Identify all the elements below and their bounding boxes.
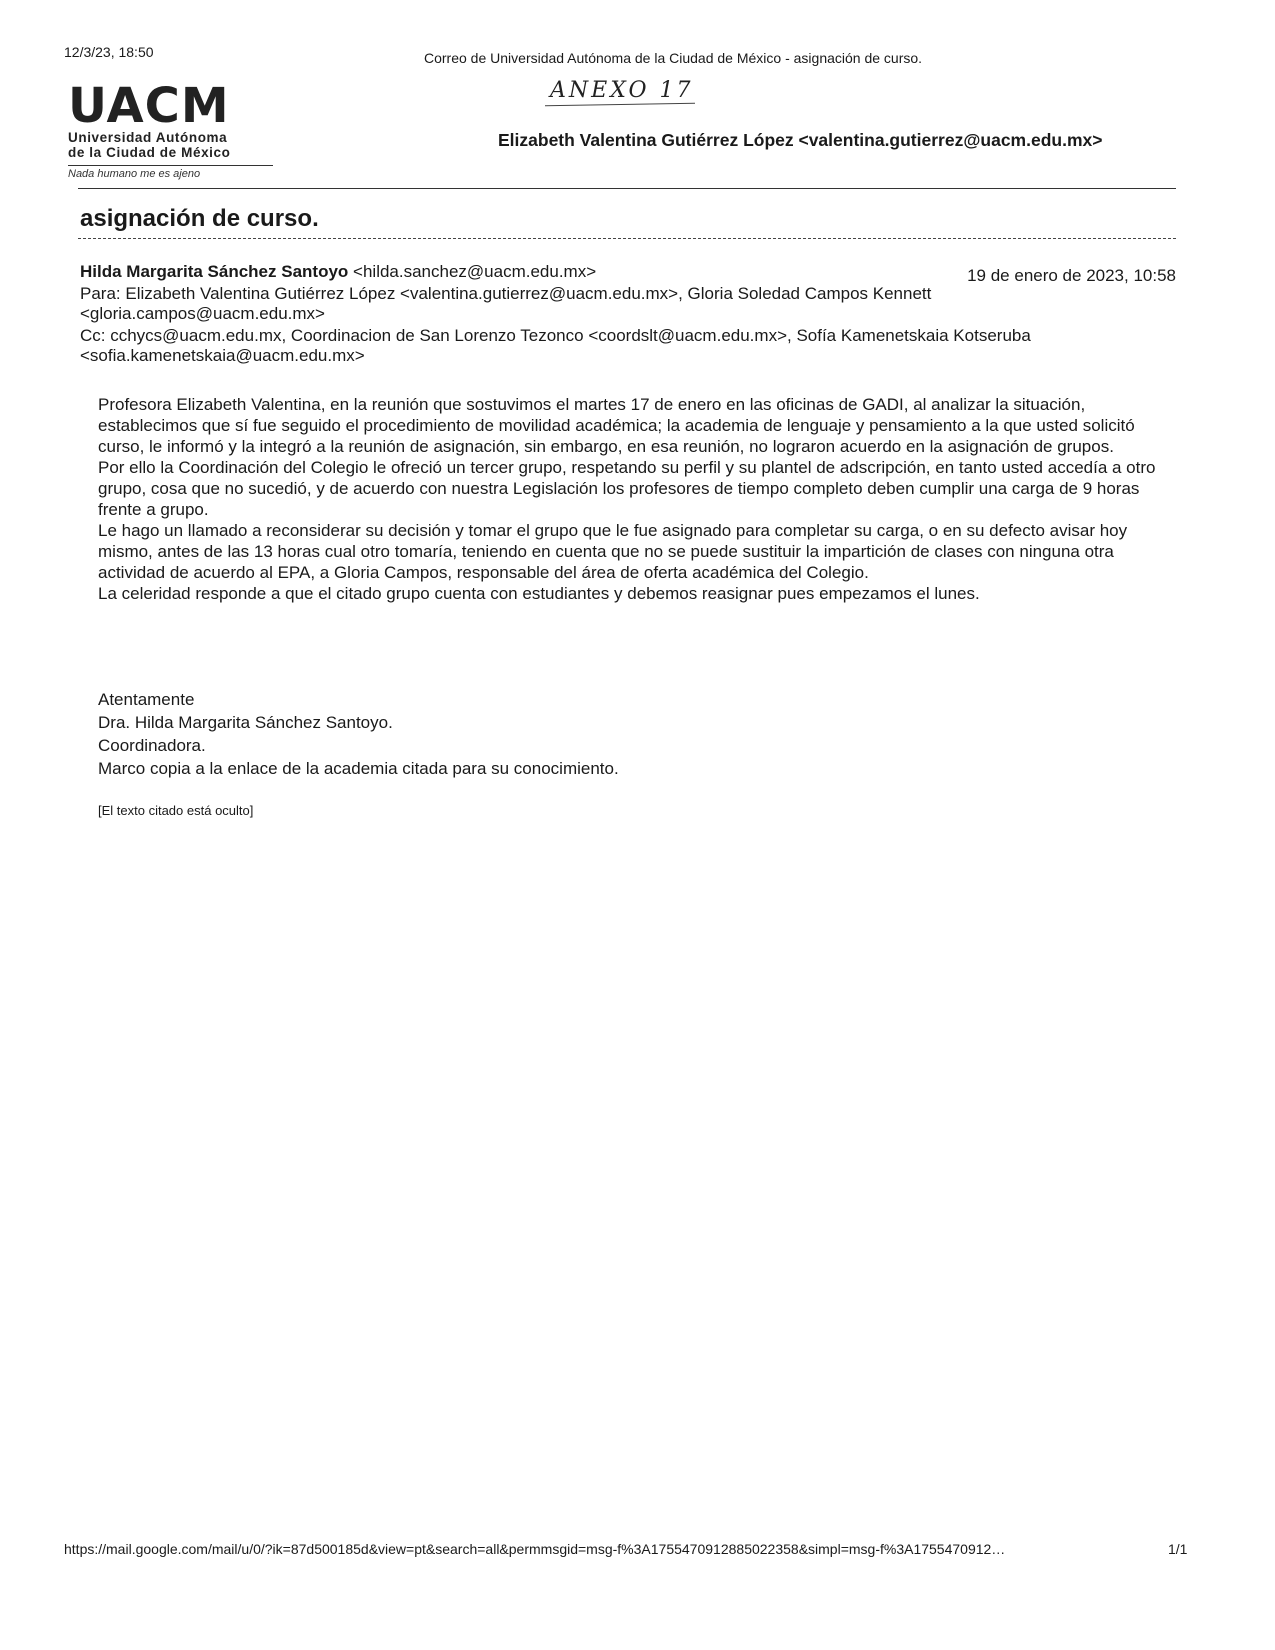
subject-divider [78,238,1176,239]
message-closing [98,688,998,780]
recipients-to: Para: Elizabeth Valentina Gutiérrez López <valentina.gutierrez@uacm.edu.mx>, Gloria Soledad Campos Kennett <gloria.campos@uacm.edu.mx> [80,284,932,323]
message-date: 19 de enero de 2023, 10:58 [967,266,1176,285]
handwritten-annotation: ANEXO 17 [550,78,694,103]
print-footer-url: https://mail.google.com/mail/u/0/?ik=87d500185d&view=pt&search=all&permmsgid=msg-f%3A1755470912885022358&simpl=msg-f%3A1755470912… [64,1541,1006,1557]
sender-name: Hilda Margarita Sánchez Santoyo [80,262,349,281]
body-paragraph: La celeridad responde a que el citado grupo cuenta con estudiantes y debemos reasignar pues empezamos el lunes. [98,584,980,603]
logo-line-2: de la Ciudad de México [68,145,231,160]
closing-line: Atentamente [98,690,195,709]
closing-line: Coordinadora. [98,736,206,755]
print-page-title: Correo de Universidad Autónoma de la Ciudad de México - asignación de curso. [424,50,923,66]
body-paragraph: Le hago un llamado a reconsiderar su decisión y tomar el grupo que le fue asignado para completar su carga, o en su defecto avisar hoy mismo, antes de las 13 horas cual otro tomaría, teniendo en cuenta que no se puede sustituir la impartición de clases con ninguna otra actividad de acuerdo al EPA, a Gloria Campos, responsable del área de oferta académica del Colegio. [98,521,1128,582]
closing-line: Marco copia a la enlace de la academia citada para su conocimiento. [98,759,619,778]
recipients-cc: Cc: cchycs@uacm.edu.mx, Coordinacion de San Lorenzo Tezonco <coordslt@uacm.edu.mx>, Sofía Kamenetskaia Kotseruba <sofia.kamenetskaia@uacm.edu.mx> [80,326,1031,365]
body-paragraph: Por ello la Coordinación del Colegio le ofreció un tercer grupo, respetando su perfil y su plantel de adscripción, en tanto usted accedía a otro grupo, cosa que no sucedió, y de acuerdo con nuestra Legislación los profesores de tiempo completo deben cumplir una carga de 9 horas frente a grupo. [98,458,1156,519]
account-owner: Elizabeth Valentina Gutiérrez López <valentina.gutierrez@uacm.edu.mx> [498,130,1103,150]
logo-line-1: Universidad Autónoma [68,130,228,145]
message-body [98,394,1166,604]
show-quoted-text-link[interactable]: [El texto citado está oculto] [98,803,254,818]
logo-wordmark: UACM [68,78,230,134]
header-divider [78,188,1176,189]
sender-line [80,262,1176,285]
sender-email[interactable]: <hilda.sanchez@uacm.edu.mx> [353,262,597,281]
closing-line: Dra. Hilda Margarita Sánchez Santoyo. [98,713,393,732]
body-paragraph: Profesora Elizabeth Valentina, en la reunión que sostuvimos el martes 17 de enero en las oficinas de GADI, al analizar la situación, establecimos que sí fue seguido el procedimiento de movilidad académica; la academia de lenguaje y pensamiento a la que usted solicitó curso, le informó y la integró a la reunión de asignación, sin embargo, en esa reunión, no lograron acuerdo en la asignación de grupos. [98,395,1135,456]
email-subject: asignación de curso. [80,205,319,232]
annotation-underline [545,103,695,107]
uacm-logo [68,78,298,180]
print-page-number: 1/1 [1168,1541,1188,1557]
print-timestamp: 12/3/23, 18:50 [64,44,154,60]
logo-motto: Nada humano me es ajeno [68,165,273,180]
